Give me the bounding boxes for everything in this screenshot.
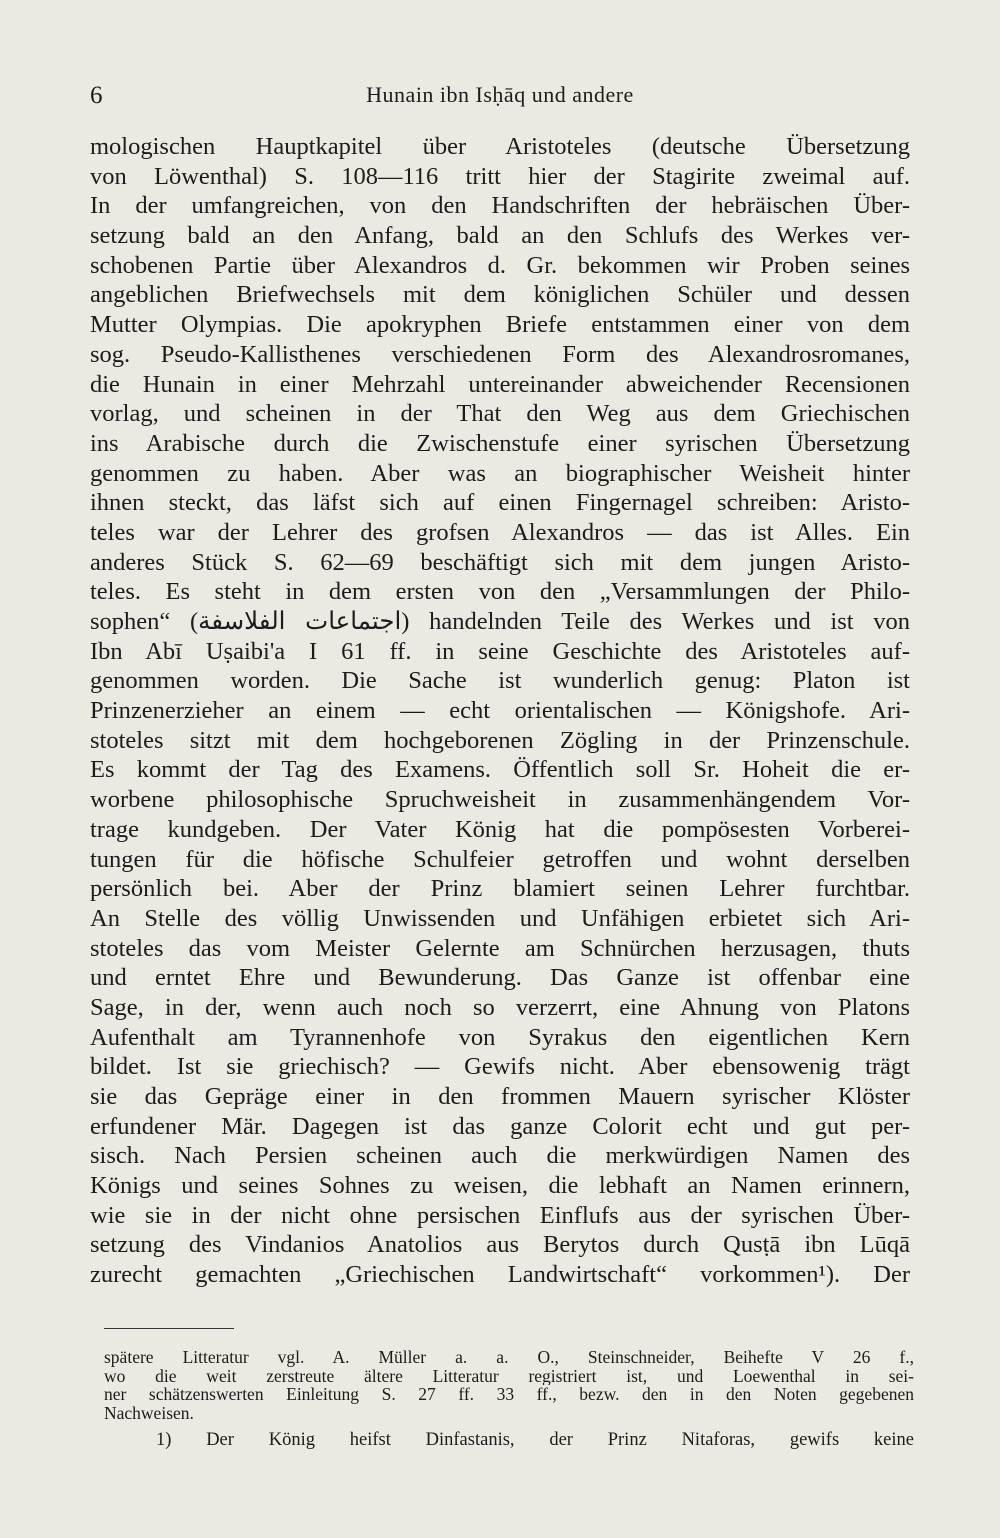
text-line: In der umfangreichen, von den Handschriften der hebräischen Über- — [90, 192, 910, 220]
text-line: erfundener Mär. Dagegen ist das ganze Colorit echt und gut per- — [90, 1112, 910, 1140]
text-line: die Hunain in einer Mehrzahl untereinander abweichender Recensionen — [90, 370, 910, 398]
text-line: An Stelle des völlig Unwissenden und Unfähigen erbietet sich Ari- — [90, 904, 910, 932]
text-line: Es kommt der Tag des Examens. Öffentlich soll Sr. Hoheit die er- — [90, 756, 910, 784]
page-header — [90, 82, 910, 114]
footnote-line: Nachweisen. — [104, 1403, 194, 1422]
text-line: genommen worden. Die Sache ist wunderlich genug: Platon ist — [90, 667, 910, 695]
text-line: setzung bald an den Anfang, bald an den Schlufs des Werkes ver- — [90, 222, 910, 250]
body-text — [90, 132, 910, 1290]
text-line: ins Arabische durch die Zwischenstufe einer syrischen Übersetzung — [90, 429, 910, 457]
text-line: schobenen Partie über Alexandros d. Gr. bekommen wir Proben seines — [90, 251, 910, 279]
running-title: Hunain ibn Isḥāq und andere — [366, 82, 634, 107]
footnotes — [104, 1348, 914, 1452]
footnote-line: spätere Litteratur vgl. A. Müller a. a. O., Steinschneider, Beihefte V 26 f., — [104, 1348, 914, 1367]
footnote-rule — [104, 1328, 234, 1329]
text-line: Ibn Abī Uṣaibi'a I 61 ff. in seine Geschichte des Aristoteles auf- — [90, 637, 910, 665]
text-line: wie sie in der nicht ohne persischen Einflufs aus der syrischen Über- — [90, 1201, 910, 1229]
footnote-1: 1) Der König heifst Dinfastanis, der Prinz Nitaforas, gewifs keine — [156, 1430, 914, 1450]
text-line: sie das Gepräge einer in den frommen Mauern syrischer Klöster — [90, 1083, 910, 1110]
text-line: vorlag, und scheinen in der That den Weg aus dem Griechischen — [90, 400, 910, 428]
text-line: anderes Stück S. 62—69 beschäftigt sich mit dem jungen Aristo- — [90, 548, 910, 576]
text-line: sisch. Nach Persien scheinen auch die merkwürdigen Namen des — [90, 1142, 910, 1170]
text-line: zurecht gemachten „Griechischen Landwirtschaft“ vorkommen¹). Der — [90, 1261, 910, 1289]
text-line: Mutter Olympias. Die apokryphen Briefe entstammen einer von dem — [90, 311, 910, 339]
text-line: stoteles das vom Meister Gelernte am Schnürchen herzusagen, thuts — [90, 934, 910, 962]
text-line: mologischen Hauptkapitel über Aristoteles (deutsche Übersetzung — [90, 133, 910, 160]
text-line: Aufenthalt am Tyrannenhofe von Syrakus den eigentlichen Kern — [90, 1023, 910, 1051]
text-line: Königs und seines Sohnes zu weisen, die lebhaft an Namen erinnern, — [90, 1172, 910, 1200]
text-line: genommen zu haben. Aber was an biographischer Weisheit hinter — [90, 459, 910, 487]
text-line: ihnen steckt, das läfst sich auf einen Fingernagel schreiben: Aristo- — [90, 489, 910, 517]
text-line: persönlich bei. Aber der Prinz blamiert seinen Lehrer furchtbar. — [90, 875, 910, 903]
text-line: worbene philosophische Spruchweisheit in zusammenhängendem Vor- — [90, 786, 910, 814]
text-line: angeblichen Briefwechsels mit dem königlichen Schüler und dessen — [90, 281, 910, 309]
text-line: stoteles sitzt mit dem hochgeborenen Zögling in der Prinzenschule. — [90, 726, 910, 754]
text-line: setzung des Vindanios Anatolios aus Berytos durch Qusṭā ibn Lūqā — [90, 1231, 910, 1259]
text-line: Sage, in der, wenn auch noch so verzerrt, eine Ahnung von Platons — [90, 993, 910, 1021]
text-line: trage kundgeben. Der Vater König hat die pompösesten Vorberei- — [90, 815, 910, 843]
text-line: teles war der Lehrer des grofsen Alexandros — das ist Alles. Ein — [90, 518, 910, 546]
text-line: tungen für die höfische Schulfeier getroffen und wohnt derselben — [90, 845, 910, 873]
text-line: teles. Es steht in dem ersten von den „Versammlungen der Philo- — [90, 578, 910, 606]
text-line: sophen“ (اجتماعات الفلاسفة) handelnden Teile des Werkes und ist von — [90, 608, 910, 635]
footnote-line: wo die weit zerstreute ältere Litteratur registriert ist, und Loewenthal in sei- — [104, 1366, 914, 1385]
text-line: Prinzenerzieher an einem — echt orientalischen — Königshofe. Ari- — [90, 697, 910, 725]
footnote-line: ner schätzenswerten Einleitung S. 27 ff. 33 ff., bezw. den in den Noten gegebenen — [104, 1385, 914, 1404]
text-line: von Löwenthal) S. 108—116 tritt hier der Stagirite zweimal auf. — [90, 162, 910, 190]
text-line: bildet. Ist sie griechisch? — Gewifs nicht. Aber ebensowenig trägt — [90, 1053, 910, 1081]
page-number: 6 — [90, 82, 103, 109]
text-line: und erntet Ehre und Bewunderung. Das Ganze ist offenbar eine — [90, 964, 910, 992]
text-line: sog. Pseudo-Kallisthenes verschiedenen Form des Alexandrosromanes, — [90, 340, 910, 368]
